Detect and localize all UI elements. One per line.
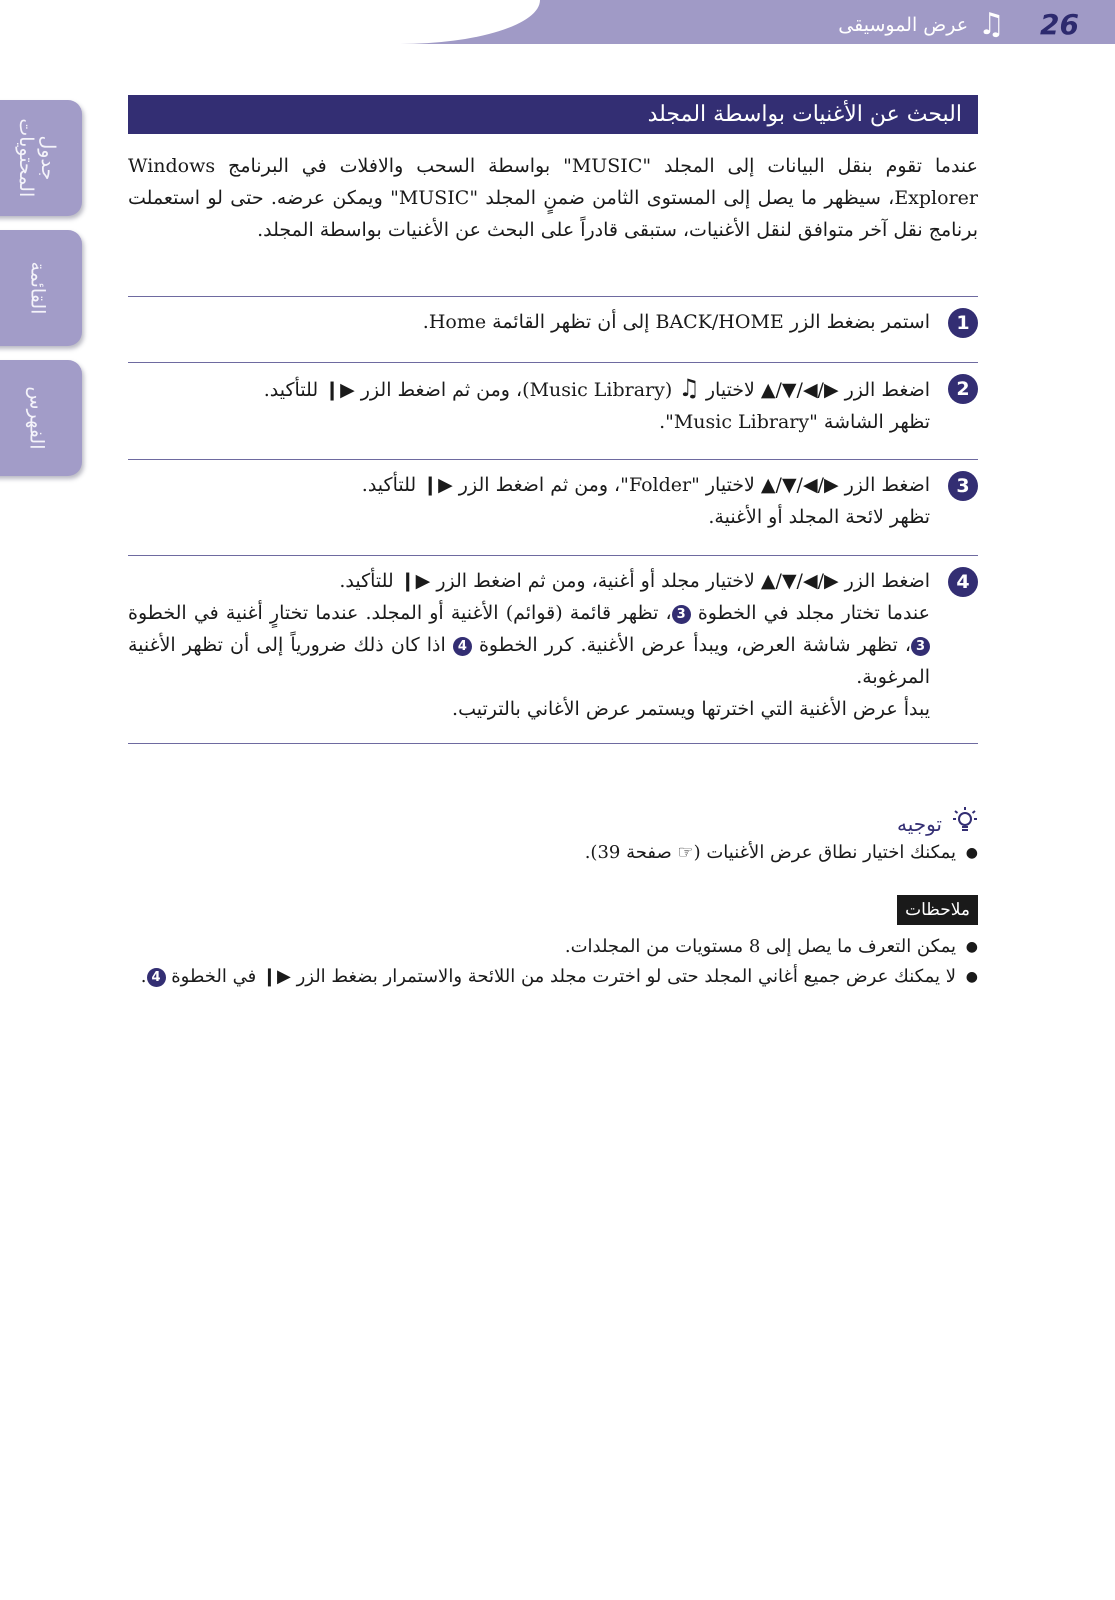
divider <box>128 743 978 744</box>
step-number: 2 <box>948 374 978 404</box>
step-number: 3 <box>948 471 978 501</box>
hint-heading <box>897 805 978 842</box>
step-4 <box>128 565 978 725</box>
step-result: تظهر لائحة المجلد أو الأغنية. <box>708 506 930 528</box>
notes-label: ملاحظات <box>897 895 978 925</box>
step-text: للتأكيد. <box>339 570 400 592</box>
step-text: اضغط الزر ▶/◀/▼/▲ لاختيار <box>699 379 930 401</box>
step-line <box>128 372 930 406</box>
music-note-icon: ♫ <box>678 374 700 402</box>
page-title <box>128 95 978 134</box>
hint-text: صفحة 39). <box>584 842 678 863</box>
step-text: استمر بضغط الزر BACK/HOME إلى أن تظهر القائمة Home. <box>422 311 930 333</box>
music-note-icon: ♫ <box>978 7 1005 42</box>
step-text: اضغط الزر ▶/◀/▼/▲ لاختيار "Folder"، ومن ثم اضغط الزر <box>452 474 930 496</box>
step-text: ، تظهر شاشة العرض، ويبدأ عرض الأغنية. كرر الخطوة <box>471 634 911 656</box>
step-text: عندما تختار مجلد في الخطوة <box>690 602 930 624</box>
tab-menu-label: القائمة <box>25 261 48 315</box>
hint-list <box>128 838 978 868</box>
step-3 <box>128 469 978 533</box>
hint-label: توجيه <box>896 811 942 836</box>
page-ref-icon[interactable]: ☞ <box>677 842 694 863</box>
play-pause-icon: ▶❙ <box>422 474 453 496</box>
list-item <box>128 838 978 868</box>
step-text: (Music Library)، ومن ثم اضغط الزر <box>354 379 679 401</box>
notes-list <box>128 932 978 992</box>
step-ref-badge: 3 <box>911 637 930 656</box>
step-text: اضغط الزر ▶/◀/▼/▲ لاختيار مجلد أو أغنية، ومن ثم اضغط الزر <box>430 570 930 592</box>
note-text: . <box>140 966 147 987</box>
step-ref-badge: 4 <box>147 968 166 987</box>
step-number: 4 <box>948 567 978 597</box>
step-text: للتأكيد. <box>263 379 325 401</box>
step-line <box>128 565 930 597</box>
header-section <box>838 7 1005 42</box>
tab-index-label: الفهرس <box>25 386 48 450</box>
note-text: في الخطوة <box>165 966 262 987</box>
divider <box>128 362 978 363</box>
play-pause-icon: ▶❙ <box>399 570 431 592</box>
tab-contents[interactable] <box>0 100 82 216</box>
tab-contents-label: جدول المحتويات <box>15 118 59 198</box>
step-result: تظهر الشاشة "Music Library". <box>659 411 930 433</box>
step-ref-badge: 4 <box>453 637 472 656</box>
step-detail <box>128 597 930 693</box>
intro-paragraph: عندما تقوم بنقل البيانات إلى المجلد "MUSIC" بواسطة السحب والافلات في البرنامج Windows Explorer، سيظهر ما يصل إلى المستوى الثامن ضمنٍ المجلد "MUSIC" ويمكن عرضه. حتى لو استعملت برنامج نقل آخر متوافق لنقل الأغنيات، ستبقى قادراً على البحث عن الأغنيات بواسطة المجلد. <box>128 155 979 241</box>
list-item <box>128 962 978 992</box>
header-bar-cutout <box>0 0 540 44</box>
step-text: ، تظهر قائمة (قوائم) الأغنية أو المجلد. عندما تختارٍ أغنية في الخطوة <box>128 602 672 624</box>
step-line <box>128 469 930 501</box>
step-text: للتأكيد. <box>361 474 423 496</box>
divider <box>128 459 978 460</box>
step-2 <box>128 372 978 438</box>
step-ref-badge: 3 <box>672 605 691 624</box>
divider <box>128 555 978 556</box>
step-1 <box>128 306 978 338</box>
section-title: عرض الموسيقى <box>838 14 969 36</box>
hint-text: يمكنك اختيار نطاق عرض الأغنيات ( <box>693 842 956 863</box>
play-pause-icon: ▶❙ <box>324 379 355 401</box>
step-result: يبدأ عرض الأغنية التي اخترتها ويستمر عرض الأغاني بالترتيب. <box>452 698 930 720</box>
note-text: لا يمكنك عرض جميع أغاني المجلد حتى لو اخترت مجلد من اللائحة والاستمرار بضغط الزر <box>290 966 956 987</box>
tab-index[interactable] <box>0 360 82 476</box>
tab-menu[interactable] <box>0 230 82 346</box>
page-title-text: البحث عن الأغنيات بواسطة المجلد <box>647 102 962 127</box>
page-number: 26 <box>1040 8 1079 41</box>
step-text: اذا كان ذلك ضرورياً إلى أن تظهر الأغنية المرغوبة. <box>128 634 930 688</box>
list-item: ● يمكن التعرف ما يصل إلى 8 مستويات من المجلدات. <box>128 932 978 962</box>
divider <box>128 296 978 297</box>
lightbulb-icon <box>952 805 978 842</box>
step-number: 1 <box>948 308 978 338</box>
play-pause-icon: ▶❙ <box>261 966 291 987</box>
